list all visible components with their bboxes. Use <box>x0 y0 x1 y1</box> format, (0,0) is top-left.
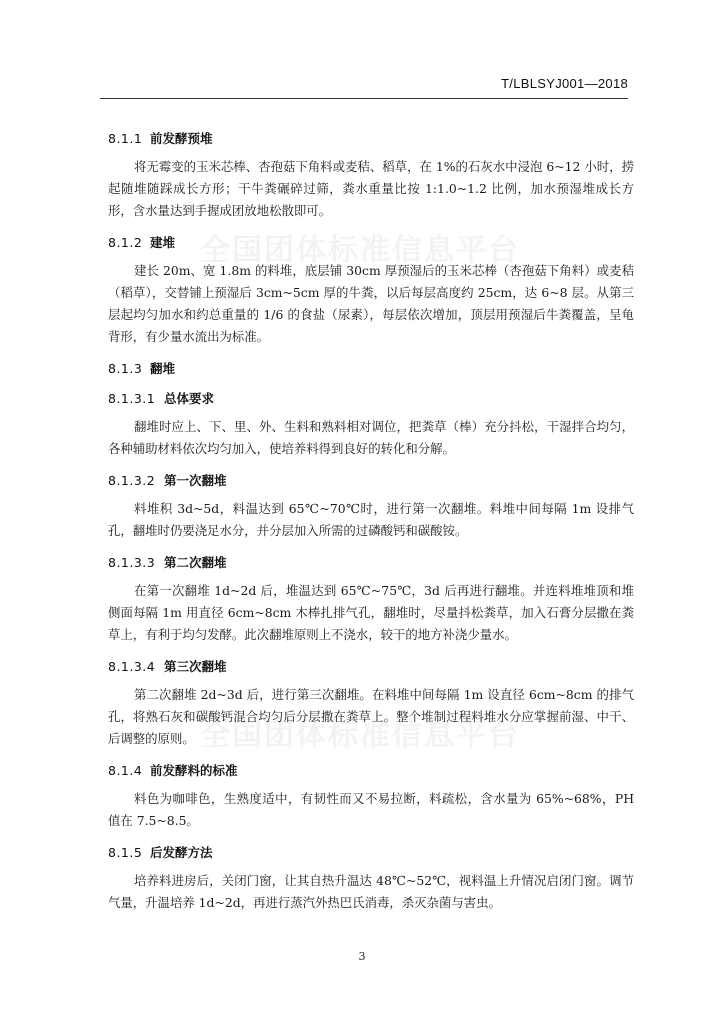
section-heading-8-1-5 <box>108 842 634 864</box>
section-number: 8.1.3.3 <box>108 555 156 570</box>
header-rule <box>100 98 628 99</box>
section-paragraph: 料色为咖啡色，生熟度适中，有韧性而又不易拉断，料疏松，含水量为 65%~68%，PH 值在 7.5~8.5。 <box>108 791 634 828</box>
section-number: 8.1.4 <box>108 763 143 778</box>
section-heading-8-1-3-3 <box>108 552 634 574</box>
section-title: 建堆 <box>150 235 176 250</box>
section-number: 8.1.3.1 <box>108 391 156 406</box>
section-number: 8.1.3 <box>108 361 143 376</box>
section-heading-8-1-4 <box>108 760 634 782</box>
section-paragraph: 培养料进房后，关闭门窗，让其自热升温达 48℃~52℃，视料温上升情况启闭门窗。调节气量，升温培养 1d~2d，再进行蒸汽外热巴氏消毒，杀灭杂菌与害虫。 <box>108 873 634 910</box>
section-number: 8.1.3.2 <box>108 473 156 488</box>
section-title: 第一次翻堆 <box>164 473 227 488</box>
section-paragraph: 料堆积 3d~5d，料温达到 65℃~70℃时，进行第一次翻堆。料堆中间每隔 1m 设排气孔，翻堆时仍要浇足水分，并分层加入所需的过磷酸钙和碳酸铵。 <box>108 501 634 538</box>
section-number: 8.1.2 <box>108 235 143 250</box>
page-number: 3 <box>358 950 366 963</box>
section-title: 第三次翻堆 <box>164 659 227 674</box>
document-code: T/LBLSYJ001—2018 <box>501 76 628 91</box>
section-heading-8-1-3-1 <box>108 388 634 410</box>
watermark: 全国团体标准信息平台 <box>200 233 520 268</box>
section-title: 后发酵方法 <box>150 845 213 860</box>
section-heading-8-1-1 <box>108 128 634 150</box>
section-title: 前发酵预堆 <box>150 131 213 146</box>
section-title: 第二次翻堆 <box>164 555 227 570</box>
section-heading-8-1-2 <box>108 232 634 254</box>
section-number: 8.1.3.4 <box>108 659 156 674</box>
watermark: 全国团体标准信息平台 <box>200 718 520 753</box>
section-title: 总体要求 <box>164 391 215 406</box>
section-title: 翻堆 <box>150 361 176 376</box>
section-paragraph: 建长 20m、宽 1.8m 的料堆，底层铺 30cm 厚预湿后的玉米芯棒（杏孢菇下角料）或麦秸（稻草），交替铺上预湿后 3cm~5cm 厚的牛粪，以后每层高度约 25cm，达 6~8 层。从第三层起均匀加水和约总重量的 1/6 的食盐（尿素），每层依次增加，顶层用预湿后牛粪覆盖，呈龟背形，有少量水流出为标准。 <box>108 263 634 344</box>
document-body <box>108 128 634 924</box>
section-paragraph: 将无霉变的玉米芯棒、杏孢菇下角料或麦秸、稻草，在 1%的石灰水中浸泡 6~12 小时，捞起随堆随踩成长方形；干牛粪碾碎过筛，粪水重量比按 1:1.0~1.2 比例，加水预湿堆成长方形，含水量达到手握成团放地松散即可。 <box>108 159 634 218</box>
section-number: 8.1.5 <box>108 845 143 860</box>
section-heading-8-1-3 <box>108 358 634 380</box>
section-number: 8.1.1 <box>108 131 143 146</box>
section-heading-8-1-3-4 <box>108 656 634 678</box>
section-heading-8-1-3-2 <box>108 470 634 492</box>
section-paragraph: 翻堆时应上、下、里、外、生料和熟料相对调位，把粪草（棒）充分抖松，干湿拌合均匀，各种辅助材料依次均匀加入，使培养料得到良好的转化和分解。 <box>108 419 634 456</box>
section-paragraph: 在第一次翻堆 1d~2d 后，堆温达到 65℃~75℃，3d 后再进行翻堆。并连料堆堆顶和堆侧面每隔 1m 用直径 6cm~8cm 木棒扎排气孔，翻堆时，尽量抖松粪草，加入石膏分层撒在粪草上，有利于均匀发酵。此次翻堆原则上不浇水，较干的地方补浇少量水。 <box>108 583 634 642</box>
section-title: 前发酵料的标准 <box>150 763 238 778</box>
section-paragraph: 第二次翻堆 2d~3d 后，进行第三次翻堆。在料堆中间每隔 1m 设直径 6cm~8cm 的排气孔，将熟石灰和碳酸钙混合均匀后分层撒在粪草上。整个堆制过程料堆水分应掌握前湿、中干、后调整的原则。 <box>108 687 634 746</box>
